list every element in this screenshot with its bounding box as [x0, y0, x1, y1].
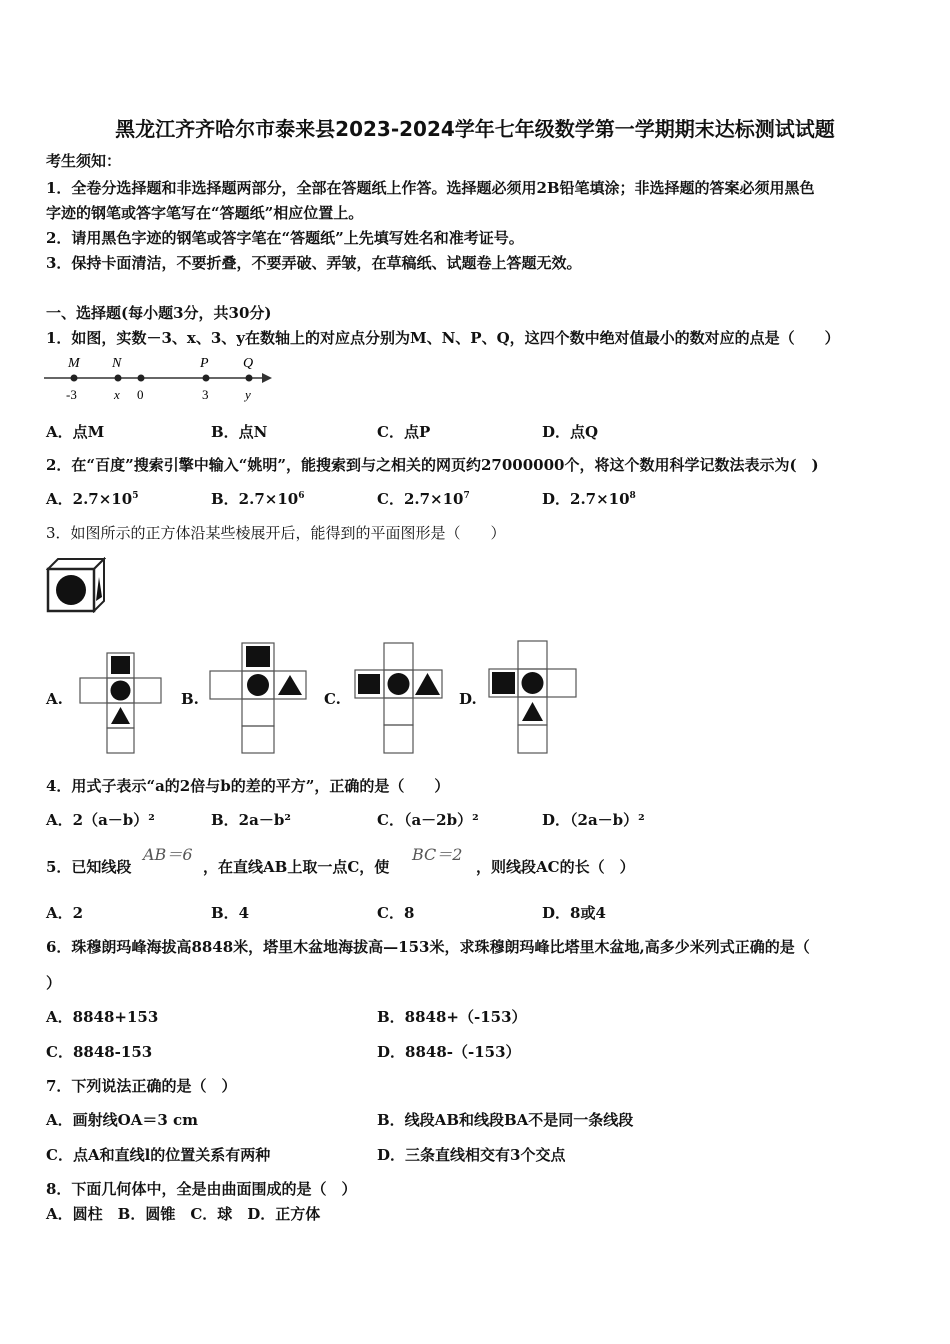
q4-option-b[interactable]: B．2a－b² — [211, 811, 291, 829]
q6-stem-end: ） — [46, 974, 62, 992]
q6-stem: 6．珠穆朗玛峰海拔高8848米，塔里木盆地海拔高—153米，求珠穆朗玛峰比塔里木盆地,高多少米列式正确的是（ — [46, 938, 810, 956]
q3-option-a[interactable]: A. — [46, 690, 63, 708]
q7-option-b[interactable]: B．线段AB和线段BA不是同一条线段 — [377, 1111, 634, 1129]
q3-option-b[interactable]: B. — [181, 690, 199, 708]
q2-option-b[interactable]: B．$2.7\times 10^6$ — [211, 490, 305, 508]
notice-item: 3．保持卡面清洁，不要折叠，不要弄破、弄皱，在草稿纸、试题卷上答题无效。 — [46, 254, 582, 272]
q5-equation-bc: BC＝2 — [412, 845, 463, 864]
q4-option-c[interactable]: C．（a－2b）² — [377, 811, 479, 829]
page-title: 黑龙江齐齐哈尔市泰来县2023-2024学年七年级数学第一学期期末达标测试试题 — [115, 117, 835, 141]
axis-value: 3 — [202, 387, 209, 402]
net-option-d — [487, 640, 579, 754]
q5-option-c[interactable]: C．8 — [377, 904, 415, 922]
q3-stem: 3．如图所示的正方体沿某些棱展开后，能得到的平面图形是（ ） — [46, 524, 506, 542]
q6-option-d[interactable]: D．8848-（-153） — [377, 1043, 521, 1061]
q2-option-c[interactable]: C．$2.7\times 10^7$ — [377, 490, 470, 508]
axis-label-p: P — [200, 356, 209, 371]
axis-value: y — [245, 387, 251, 402]
q2-option-a[interactable]: A．$2.7\times 10^5$ — [46, 490, 139, 508]
q1-option-d[interactable]: D．点Q — [542, 423, 599, 441]
q5-option-a[interactable]: A．2 — [46, 904, 84, 922]
q4-option-a[interactable]: A．2（a－b）² — [46, 811, 155, 829]
axis-label-m: M — [68, 356, 80, 371]
q8-options[interactable]: A．圆柱 B．圆锥 C．球 D．正方体 — [46, 1205, 321, 1223]
notice-item: 字迹的钢笔或答字笔写在“答题纸”相应位置上。 — [46, 204, 364, 222]
axis-value: x — [114, 387, 120, 402]
q7-option-a[interactable]: A．画射线OA＝3 cm — [46, 1111, 199, 1129]
q6-option-b[interactable]: B．8848+（-153） — [377, 1008, 527, 1026]
axis-label-q: Q — [243, 356, 254, 371]
q7-stem: 7．下列说法正确的是（ ） — [46, 1077, 237, 1095]
q8-stem: 8．下面几何体中，全是由曲面围成的是（ ） — [46, 1180, 357, 1198]
q5-stem-c: ，则线段AC的长（ ） — [476, 858, 635, 876]
q1-option-b[interactable]: B．点N — [211, 423, 268, 441]
q2-stem: 2．在“百度”搜索引擎中输入“姚明”，能搜索到与之相关的网页约27000000个，将这个数用科学记数法表示为( ) — [46, 456, 819, 474]
q1-stem: 1．如图，实数－3、x、3、y在数轴上的对应点分别为M、N、P、Q，这四个数中绝对值最小的数对应的点是（ ） — [46, 329, 840, 347]
q4-stem: 4．用式子表示“a的2倍与b的差的平方”，正确的是（ ） — [46, 777, 450, 795]
section-heading: 一、选择题(每小题3分，共30分) — [46, 304, 272, 322]
q5-option-d[interactable]: D．8或4 — [542, 904, 606, 922]
net-option-b — [208, 642, 308, 754]
net-option-c — [350, 642, 444, 754]
q5-stem-a: 5．已知线段 — [46, 858, 132, 876]
cube-figure — [46, 557, 106, 613]
q3-option-d[interactable]: D. — [459, 690, 477, 708]
q2-option-d[interactable]: D．$2.7\times 10^8$ — [542, 490, 636, 508]
q5-option-b[interactable]: B．4 — [211, 904, 250, 922]
q7-option-d[interactable]: D．三条直线相交有3个交点 — [377, 1146, 566, 1164]
axis-label-n: N — [112, 356, 122, 371]
number-line-figure — [44, 352, 274, 404]
q7-option-c[interactable]: C．点A和直线l的位置关系有两种 — [46, 1146, 271, 1164]
axis-value: -3 — [66, 387, 77, 402]
q3-option-c[interactable]: C. — [324, 690, 341, 708]
q6-option-c[interactable]: C．8848-153 — [46, 1043, 153, 1061]
net-option-a — [76, 652, 166, 754]
axis-value: 0 — [137, 387, 144, 402]
q1-option-a[interactable]: A．点M — [46, 423, 105, 441]
q4-option-d[interactable]: D．（2a－b）² — [542, 811, 645, 829]
q5-stem-b: ，在直线AB上取一点C，使 — [203, 858, 390, 876]
q6-option-a[interactable]: A．8848+153 — [46, 1008, 159, 1026]
notice-heading: 考生须知： — [46, 152, 122, 170]
notice-item: 2．请用黑色字迹的钢笔或答字笔在“答题纸”上先填写姓名和准考证号。 — [46, 229, 524, 247]
notice-item: 1．全卷分选择题和非选择题两部分，全部在答题纸上作答。选择题必须用2B铅笔填涂；非选择题的答案必须用黑色 — [46, 179, 815, 197]
q5-equation-ab: AB＝6 — [143, 845, 193, 864]
q1-option-c[interactable]: C．点P — [377, 423, 431, 441]
